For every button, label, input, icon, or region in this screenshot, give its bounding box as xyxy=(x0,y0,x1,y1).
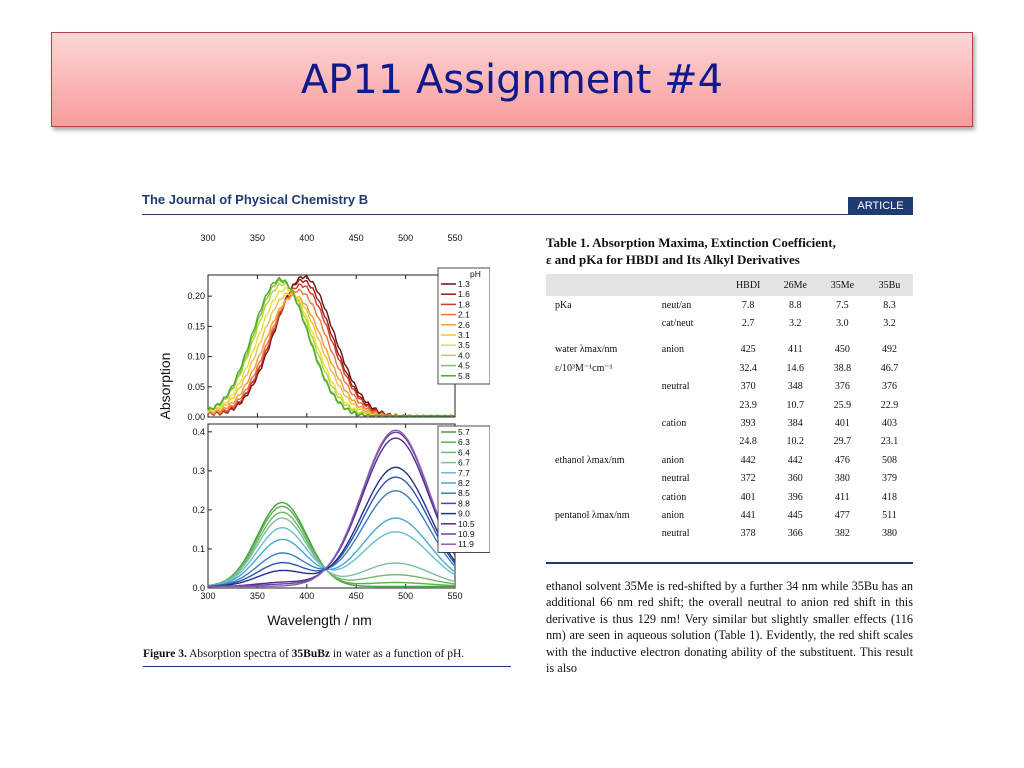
figure-caption-tail: in water as a function of pH. xyxy=(332,648,465,660)
table-header xyxy=(546,274,662,296)
table-rule xyxy=(546,562,913,564)
x-tick-label: 550 xyxy=(447,233,463,243)
table-cell xyxy=(546,414,662,432)
x-axis-label: Wavelength / nm xyxy=(267,612,372,628)
caption-rule xyxy=(143,666,511,667)
table-cell: 10.7 xyxy=(786,399,805,411)
table-cell: 445 xyxy=(787,509,803,521)
table-cell xyxy=(662,433,725,451)
slide-title-box xyxy=(51,32,973,127)
y-tick-label: 0.00 xyxy=(187,412,205,422)
table-cell: ε/10³M⁻¹cm⁻¹ xyxy=(555,362,613,374)
table-cell: 8.8 xyxy=(789,299,802,311)
legend-label: 4.5 xyxy=(458,360,470,371)
table-row xyxy=(546,341,913,359)
table-row xyxy=(546,470,913,488)
x-tick-label: 300 xyxy=(200,233,216,243)
legend-label: 3.5 xyxy=(458,340,470,351)
table-cell: 477 xyxy=(834,509,850,521)
table-cell: 442 xyxy=(787,454,803,466)
legend-label: 6.3 xyxy=(458,437,470,448)
legend-label: 8.8 xyxy=(458,498,470,509)
legend-label: 6.7 xyxy=(458,457,470,468)
table-cell: 376 xyxy=(834,381,850,393)
series-line xyxy=(208,512,455,585)
y-tick-label: 0.15 xyxy=(187,321,205,332)
legend-label: 6.4 xyxy=(458,447,470,458)
article-badge: ARTICLE xyxy=(848,197,913,215)
journal-name: The Journal of Physical Chemistry B xyxy=(142,192,369,207)
table-cell: 8.3 xyxy=(883,299,896,311)
table-cell: 380 xyxy=(881,528,897,540)
journal-rule xyxy=(142,214,913,215)
table-caption xyxy=(546,234,916,268)
table-header xyxy=(662,274,725,296)
legend-label: 2.6 xyxy=(458,319,470,330)
table-cell: 492 xyxy=(881,344,897,356)
absorption-chart xyxy=(150,228,490,638)
table-header: 26Me xyxy=(783,279,807,291)
table-row xyxy=(546,506,913,524)
table-cell: 3.0 xyxy=(836,318,849,330)
table-cell: 411 xyxy=(787,344,803,356)
slide-title: AP11 Assignment #4 xyxy=(300,56,724,103)
legend-label: 5.8 xyxy=(458,370,470,381)
table-cell: 370 xyxy=(740,381,756,393)
table-cell xyxy=(546,378,662,396)
table-cell: anion xyxy=(661,344,684,356)
table-cell: cation xyxy=(661,418,687,430)
x-tick-label: 350 xyxy=(249,233,265,243)
table-cell: neutral xyxy=(661,473,690,485)
table-cell xyxy=(546,525,662,543)
table-cell: 376 xyxy=(881,381,897,393)
table-row xyxy=(546,451,913,469)
table-row xyxy=(546,359,913,377)
table-cell xyxy=(546,314,662,332)
table-row xyxy=(546,378,913,396)
figure-caption-text: Absorption spectra of xyxy=(189,648,289,660)
legend-label: 9.0 xyxy=(458,508,470,519)
legend-label: 8.2 xyxy=(458,478,470,488)
y-tick-label: 0.10 xyxy=(187,351,205,362)
table-cell: 2.7 xyxy=(741,318,755,330)
table-cell: 508 xyxy=(881,454,897,466)
legend-label: 11.9 xyxy=(458,539,474,550)
y-tick-label: 0.05 xyxy=(187,381,205,392)
legend-label: 1.3 xyxy=(458,279,470,289)
body-paragraph: ethanol solvent 35Me is red-shifted by a further 34 nm while 35Bu has an additional 66 nm red shift; the overall neutral to anion red shift in this derivative is thus 129 nm! Very similar but slightly smaller effects (116 nm) are seen in aqueous solution (Table 1). Evidently, the red shift scales with the inductive electron donating ability of the substituent. This result is also xyxy=(546,579,913,676)
table-cell: 366 xyxy=(787,528,803,540)
y-tick-label: 0.0 xyxy=(192,583,205,593)
table-cell: 7.5 xyxy=(836,299,849,311)
table-cell xyxy=(546,396,662,414)
table-header: 35Me xyxy=(830,279,855,291)
table-cell: 7.8 xyxy=(741,299,755,311)
legend-label: 5.7 xyxy=(458,427,470,437)
x-tick-label: 350 xyxy=(249,591,265,601)
table-cell xyxy=(662,359,725,377)
table-cell: 14.6 xyxy=(786,362,805,374)
y-tick-label: 0.4 xyxy=(192,426,205,437)
table-cell: 442 xyxy=(740,454,756,466)
y-tick-label: 0.20 xyxy=(187,291,205,302)
table-cell: 511 xyxy=(882,509,897,521)
table-cell xyxy=(662,396,725,414)
table-cell: 22.9 xyxy=(880,399,899,411)
table-cell: cat/neut xyxy=(661,318,694,330)
table-cell: 29.7 xyxy=(833,436,852,448)
table-row xyxy=(546,314,913,332)
table-cell: 46.7 xyxy=(880,362,899,374)
table-header-row xyxy=(546,274,913,296)
table-row xyxy=(546,396,913,414)
table-cell: 393 xyxy=(740,418,756,430)
table-cell: 24.8 xyxy=(739,436,757,448)
y-tick-label: 0.3 xyxy=(192,465,205,476)
figure-caption-label: Figure 3. xyxy=(143,648,187,660)
x-tick-label: 400 xyxy=(299,591,315,601)
table-cell: 401 xyxy=(740,491,756,503)
table-cell: 379 xyxy=(881,473,897,485)
table-cell: 476 xyxy=(834,454,850,466)
table-cell: 441 xyxy=(740,509,756,521)
table-cell: 25.9 xyxy=(833,399,852,411)
table-cell: 32.4 xyxy=(739,362,757,374)
table-cell: 23.9 xyxy=(739,399,757,411)
table-cell: 396 xyxy=(787,491,803,503)
legend-label: 7.7 xyxy=(458,467,470,478)
y-tick-label: 0.2 xyxy=(192,504,205,515)
table-caption-line1: Table 1. Absorption Maxima, Extinction Coefficient, xyxy=(546,235,836,250)
table-cell: 3.2 xyxy=(883,318,896,330)
table-cell: 372 xyxy=(740,473,756,485)
legend-label: 10.9 xyxy=(458,529,475,539)
figure-caption xyxy=(143,648,511,660)
x-tick-label: 450 xyxy=(348,591,364,601)
table-cell: cation xyxy=(661,491,687,503)
table-cell: 23.1 xyxy=(880,436,899,448)
legend-label: 8.5 xyxy=(458,488,470,499)
table-cell: neut/an xyxy=(661,299,692,311)
legend-label: 2.1 xyxy=(458,309,470,320)
table-cell xyxy=(546,470,662,488)
table-cell: 380 xyxy=(834,473,850,485)
legend-label: 4.0 xyxy=(458,350,470,361)
table-cell: 411 xyxy=(835,491,850,503)
x-tick-label: 400 xyxy=(299,233,315,243)
table-header: 35Bu xyxy=(878,279,901,291)
table-cell: neutral xyxy=(661,381,690,393)
table-cell: 382 xyxy=(834,528,850,540)
table-cell: 384 xyxy=(787,418,803,430)
x-tick-label: 300 xyxy=(200,591,216,601)
x-tick-label: 500 xyxy=(398,233,414,243)
table-row xyxy=(546,525,913,543)
figure-caption-compound: 35BuBz xyxy=(291,648,330,660)
table-cell: 401 xyxy=(834,418,850,430)
table-row xyxy=(546,414,913,432)
table-cell xyxy=(546,488,662,506)
table-spacer xyxy=(546,333,913,341)
y-axis-label: Absorption xyxy=(157,352,173,420)
legend-label: 1.6 xyxy=(458,289,470,300)
table-row xyxy=(546,488,913,506)
table-row xyxy=(546,296,913,314)
table-cell: pentanol λmax/nm xyxy=(555,509,630,521)
table-row xyxy=(546,433,913,451)
table-cell: 38.8 xyxy=(833,362,852,374)
x-tick-label: 450 xyxy=(348,233,364,243)
table-cell: anion xyxy=(661,454,684,466)
table-cell: 378 xyxy=(740,528,756,540)
absorption-table xyxy=(546,274,913,543)
table-cell: ethanol λmax/nm xyxy=(555,454,625,466)
table-cell: 450 xyxy=(834,344,850,356)
body-text xyxy=(546,578,913,676)
legend-label: 1.8 xyxy=(458,299,470,310)
table-cell: 425 xyxy=(740,344,756,356)
table-header: HBDI xyxy=(735,279,761,291)
table-cell: 403 xyxy=(881,418,897,430)
table-cell: anion xyxy=(661,509,684,521)
table-cell: 10.2 xyxy=(786,436,805,448)
table-cell xyxy=(546,433,662,451)
table-cell: 418 xyxy=(881,491,897,503)
y-tick-label: 0.1 xyxy=(192,543,205,554)
table-cell: 3.2 xyxy=(789,318,802,330)
table-cell: water λmax/nm xyxy=(555,344,618,356)
legend-label: 3.1 xyxy=(458,330,470,340)
x-tick-label: 550 xyxy=(447,591,463,601)
legend-title: pH xyxy=(470,269,481,279)
table-cell: 348 xyxy=(787,381,803,393)
table-cell: 360 xyxy=(787,473,803,485)
table-caption-line2: ε and pKa for HBDI and Its Alkyl Derivatives xyxy=(546,252,800,267)
table-cell: neutral xyxy=(661,528,690,540)
table-cell: pKa xyxy=(555,299,572,311)
x-tick-label: 500 xyxy=(398,591,414,601)
legend-label: 10.5 xyxy=(458,518,475,529)
